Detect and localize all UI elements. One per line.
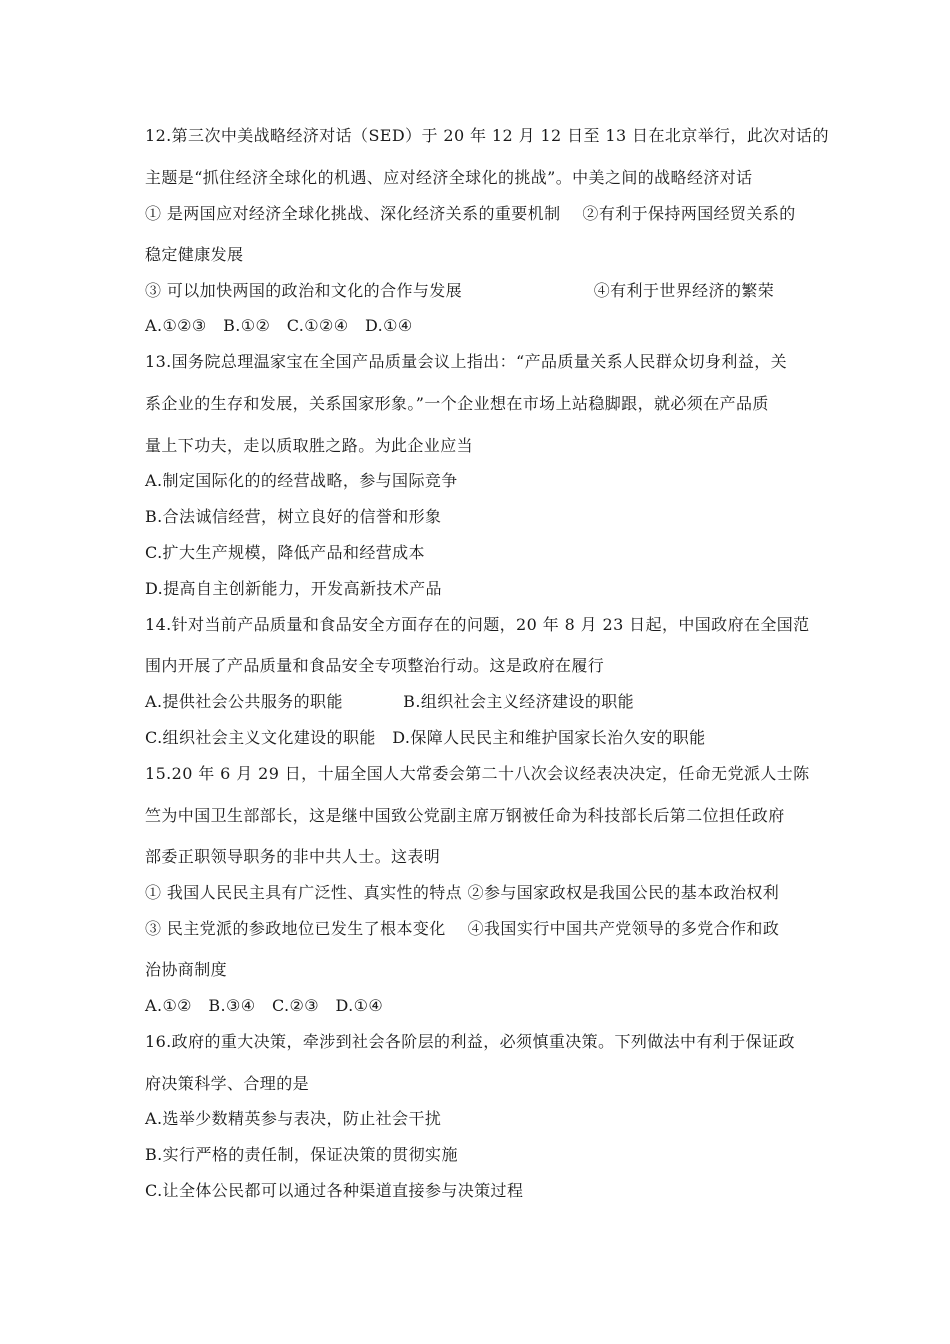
text-line: 竺为中国卫生部部长，这是继中国致公党副主席万钢被任命为科技部长后第二位担任政府 xyxy=(145,806,785,825)
text-line: 系企业的生存和发展，关系国家形象。”一个企业想在市场上站稳脚跟，就必须在产品质 xyxy=(145,394,769,413)
text-line: 主题是“抓住经济全球化的机遇、应对经济全球化的挑战”。中美之间的战略经济对话 xyxy=(145,168,753,187)
text-line: A.提供社会公共服务的职能 B.组织社会主义经济建设的职能 xyxy=(145,692,635,711)
text-line: 量上下功夫，走以质取胜之路。为此企业应当 xyxy=(145,436,474,455)
text-line: B.实行严格的责任制，保证决策的贯彻实施 xyxy=(145,1145,458,1164)
text-line: A.选举少数精英参与表决，防止社会干扰 xyxy=(145,1109,442,1128)
text-line: ① 我国人民民主具有广泛性、真实性的特点 ②参与国家政权是我国公民的基本政治权利 xyxy=(145,883,780,902)
text-line: D.提高自主创新能力，开发高新技术产品 xyxy=(145,579,442,598)
text-line: 部委正职领导职务的非中共人士。这表明 xyxy=(145,847,441,866)
text-line: 13.国务院总理温家宝在全国产品质量会议上指出：“产品质量关系人民群众切身利益，关 xyxy=(145,352,788,371)
text-line: 12.第三次中美战略经济对话（SED）于 20 年 12 月 12 日至 13 日在北京举行，此次对话的 xyxy=(145,126,829,145)
text-line: A.①②③ B.①② C.①②④ D.①④ xyxy=(145,316,413,335)
text-line: 14.针对当前产品质量和食品安全方面存在的问题，20 年 8 月 23 日起，中国政府在全国范 xyxy=(145,615,810,634)
text-line: ③ 可以加快两国的政治和文化的合作与发展 ④有利于世界经济的繁荣 xyxy=(145,281,775,300)
document-page xyxy=(145,0,829,1344)
text-line: 围内开展了产品质量和食品安全专项整治行动。这是政府在履行 xyxy=(145,656,605,675)
text-line: A.①② B.③④ C.②③ D.①④ xyxy=(145,996,384,1015)
text-line: C.组织社会主义文化建设的职能 D.保障人民民主和维护国家长治久安的职能 xyxy=(145,728,706,747)
text-line: C.扩大生产规模，降低产品和经营成本 xyxy=(145,543,425,562)
text-line: ③ 民主党派的参政地位已发生了根本变化 ④我国实行中国共产党领导的多党合作和政 xyxy=(145,919,780,938)
text-line: 府决策科学、合理的是 xyxy=(145,1074,310,1093)
text-line: C.让全体公民都可以通过各种渠道直接参与决策过程 xyxy=(145,1181,524,1200)
text-line: 治协商制度 xyxy=(145,960,228,979)
text-line: 稳定健康发展 xyxy=(145,245,244,264)
text-line: A.制定国际化的的经营战略，参与国际竞争 xyxy=(145,471,458,490)
text-line: B.合法诚信经营，树立良好的信誉和形象 xyxy=(145,507,442,526)
text-line: ① 是两国应对经济全球化挑战、深化经济关系的重要机制 ②有利于保持两国经贸关系的 xyxy=(145,204,796,223)
text-line: 16.政府的重大决策，牵涉到社会各阶层的利益，必须慎重决策。下列做法中有利于保证政 xyxy=(145,1032,795,1051)
text-line: 15.20 年 6 月 29 日，十届全国人大常委会第二十八次会议经表决决定，任命无党派人士陈 xyxy=(145,764,810,783)
